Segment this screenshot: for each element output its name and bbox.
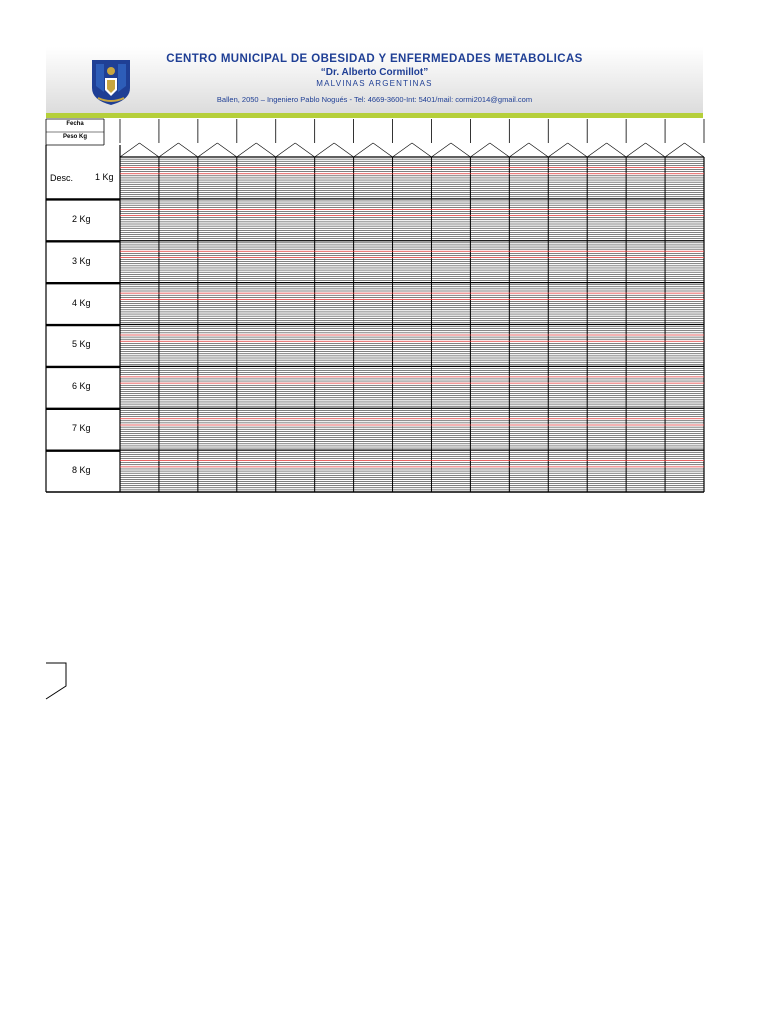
date-cell-chevron — [393, 143, 412, 157]
date-cell-chevron — [237, 143, 256, 157]
kg-row-label: 7 Kg — [72, 423, 91, 434]
date-cell-chevron — [159, 143, 178, 157]
date-cell-chevron — [198, 143, 217, 157]
kg-row-label: 8 Kg — [72, 465, 91, 476]
date-cell-chevron — [509, 143, 528, 157]
date-cell-chevron — [587, 143, 606, 157]
kg-row-label: 3 Kg — [72, 255, 91, 266]
date-cell-chevron — [646, 143, 665, 157]
kg-row-label: 1 Kg — [95, 171, 114, 182]
center-subtitle: “Dr. Alberto Cormillot” — [320, 67, 429, 78]
date-cell-chevron — [217, 143, 236, 157]
desc-label: Desc. — [50, 173, 74, 183]
peso-label: Peso Kg — [62, 134, 87, 140]
kg-row-label: 2 Kg — [72, 213, 91, 224]
date-cell-chevron — [451, 143, 470, 157]
kg-row-label: 6 Kg — [72, 381, 91, 392]
date-cell-chevron — [412, 143, 431, 157]
kg-row-label: 4 Kg — [72, 297, 91, 308]
date-cell-chevron — [139, 143, 158, 157]
date-cell-chevron — [470, 143, 489, 157]
date-cell-chevron — [315, 143, 334, 157]
kg-row-label: 5 Kg — [72, 339, 91, 350]
date-cell-chevron — [276, 143, 295, 157]
date-cell-chevron — [529, 143, 548, 157]
date-cell-chevron — [568, 143, 587, 157]
date-cell-chevron — [685, 143, 704, 157]
date-cell-chevron — [626, 143, 645, 157]
date-cell-chevron — [295, 143, 314, 157]
stray-bracket-shape — [46, 663, 66, 699]
date-cell-chevron — [665, 143, 684, 157]
date-cell-chevron — [334, 143, 353, 157]
date-cell-chevron — [256, 143, 275, 157]
date-cell-chevron — [178, 143, 197, 157]
center-location: MALVINAS ARGENTINAS — [316, 79, 433, 88]
center-contact: Ballen, 2050 – Ingeniero Pablo Nogués - Tel: 4669-3600-Int: 5401/mail: cormi2014@gmail.com — [216, 95, 533, 104]
fecha-label: Fecha — [66, 121, 84, 127]
date-cell-chevron — [490, 143, 509, 157]
date-cell-chevron — [373, 143, 392, 157]
date-cell-chevron — [548, 143, 567, 157]
date-cell-chevron — [120, 143, 139, 157]
date-cell-chevron — [354, 143, 373, 157]
date-cell-chevron — [431, 143, 450, 157]
date-cell-chevron — [607, 143, 626, 157]
center-title: CENTRO MUNICIPAL DE OBESIDAD Y ENFERMEDADES METABOLICAS — [166, 53, 583, 65]
